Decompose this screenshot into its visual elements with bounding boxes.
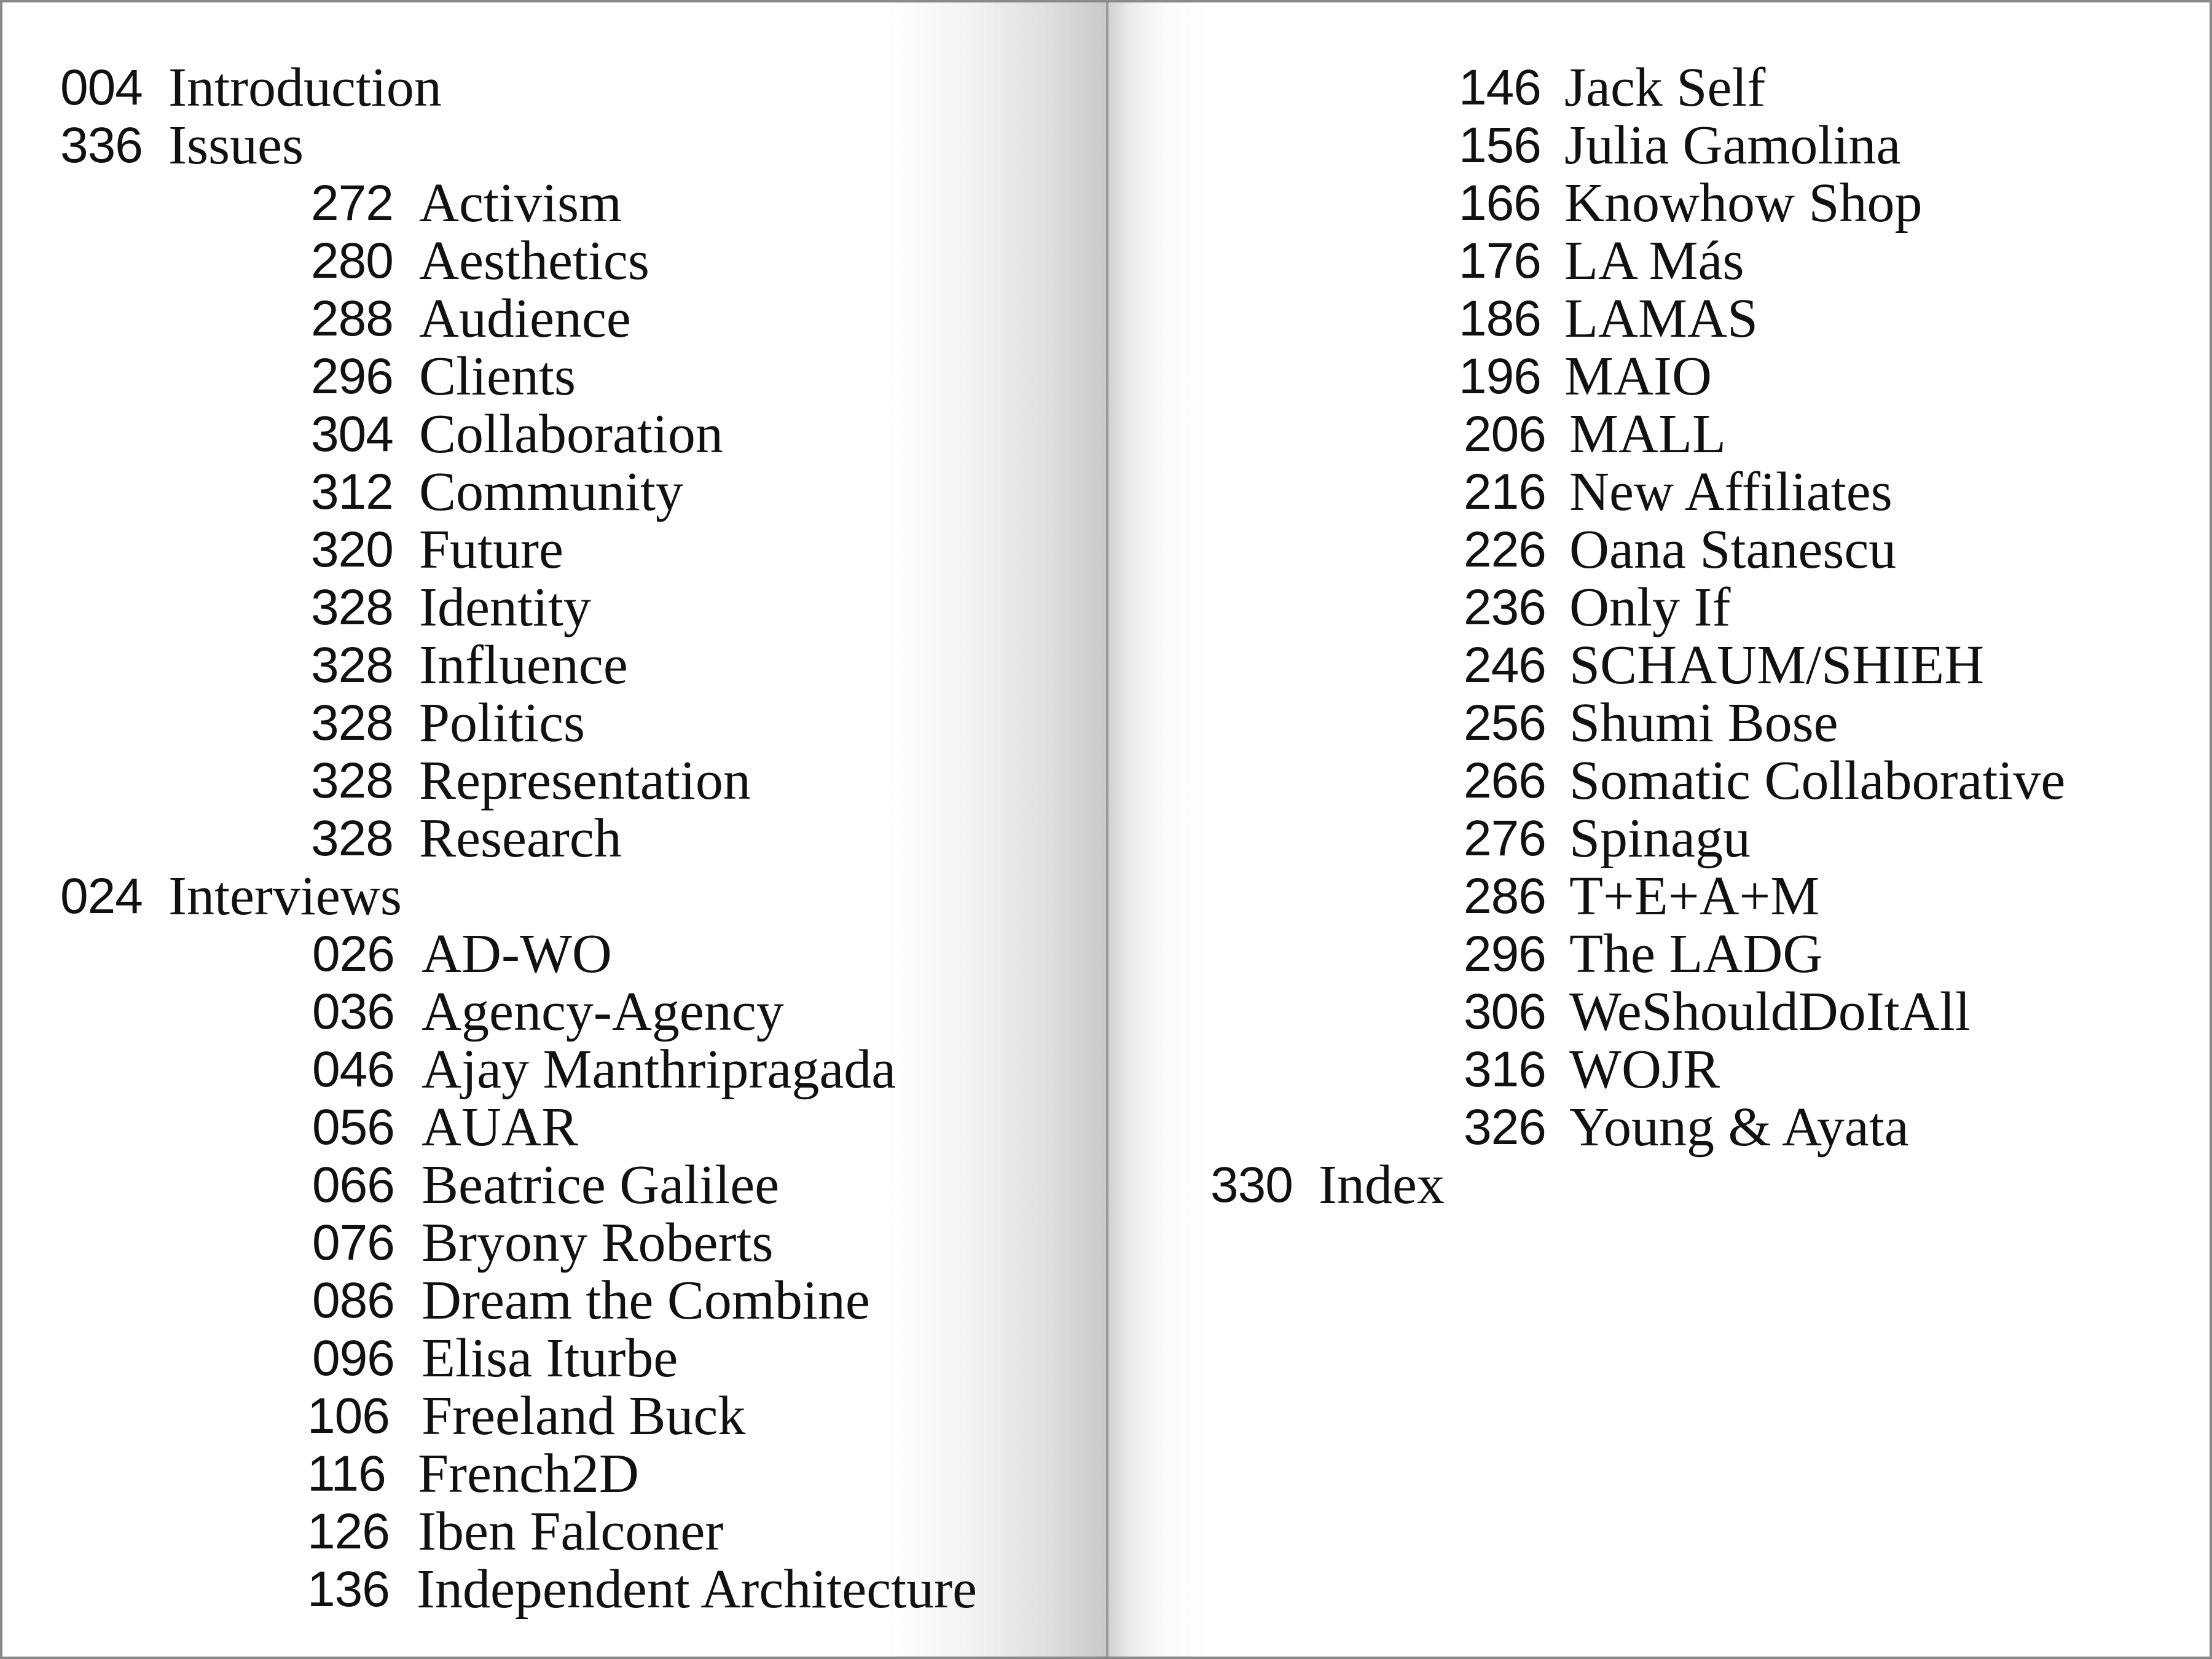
page-number: 328 [311,753,393,809]
entry-title: AD-WO [422,924,612,984]
entry-title: Only If [1569,577,1731,638]
entry-title: Jack Self [1564,57,1766,118]
page-number: 306 [1464,984,1546,1040]
page-number: 328 [311,695,393,751]
page-number: 312 [311,464,393,520]
page-number: 320 [311,522,393,578]
entry-title: WeShouldDoItAll [1569,981,1971,1042]
entry-title: Agency-Agency [422,981,784,1042]
page-number: 166 [1459,175,1541,231]
entry-title: Research [419,808,622,869]
page-number: 206 [1464,406,1546,462]
page-number: 328 [311,637,393,693]
page-number: 266 [1464,753,1546,809]
entry-title: Elisa Iturbe [422,1328,678,1389]
page-number: 246 [1464,637,1546,693]
page-number: 288 [311,291,393,347]
page-number: 326 [1464,1099,1546,1155]
entry-title: WOJR [1569,1039,1720,1100]
entry-title: Dream the Combine [422,1270,870,1331]
entry-title: Activism [419,173,622,233]
page-number: 136 [307,1561,390,1617]
entry-title: Freeland Buck [422,1386,746,1446]
entry-title: Independent Architecture [417,1559,978,1620]
page-number: 116 [307,1446,386,1502]
page-number: 004 [60,60,143,116]
entry-title: The LADG [1569,924,1823,984]
page-number: 066 [312,1157,394,1213]
page-number: 304 [311,406,393,462]
page-number: 272 [311,175,393,231]
entry-title: LAMAS [1564,288,1759,349]
entry-title: Knowhow Shop [1564,173,1923,233]
page-number: 296 [311,348,393,404]
entry-title: Issues [168,115,304,176]
entry-title: Representation [419,750,751,811]
entry-title: LA Más [1564,230,1744,291]
page-number: 280 [311,233,393,289]
page-number: 316 [1464,1041,1546,1097]
entry-title: Future [419,519,563,580]
page-number: 236 [1464,579,1546,635]
entry-title: New Affiliates [1569,461,1892,522]
entry-title: MAIO [1564,346,1712,407]
entry-title: Clients [419,346,576,407]
page-number: 056 [312,1099,394,1155]
entry-title: Somatic Collaborative [1569,750,2066,811]
left-page [2,2,1108,1657]
page-number: 196 [1459,348,1541,404]
page-number: 086 [312,1273,394,1328]
entry-title: Collaboration [419,404,723,465]
entry-title: Politics [419,692,586,753]
page-number: 036 [312,984,394,1040]
page-number: 176 [1459,233,1541,289]
page-number: 146 [1459,60,1541,116]
entry-title: AUAR [422,1097,579,1158]
entry-title: Audience [419,288,631,349]
entry-title: Bryony Roberts [422,1212,774,1273]
entry-title: Introduction [168,57,442,118]
entry-title: Young & Ayata [1569,1097,1909,1158]
page-number: 046 [312,1041,394,1097]
page-number: 106 [307,1388,390,1444]
entry-title: Index [1319,1155,1445,1215]
page-number: 296 [1464,926,1546,982]
entry-title: Oana Stanescu [1569,519,1897,580]
page-number: 328 [311,810,393,866]
entry-title: Iben Falconer [418,1501,724,1562]
entry-title: Shumi Bose [1569,692,1838,753]
page-number: 276 [1464,810,1546,866]
page-number: 156 [1459,117,1541,173]
page-number: 026 [312,926,394,982]
entry-title: Spinagu [1569,808,1751,869]
entry-title: Influence [419,635,628,696]
entry-title: Aesthetics [419,230,649,291]
entry-title: MALL [1569,404,1726,465]
entry-title: French2D [418,1443,639,1504]
entry-title: Identity [419,577,591,638]
page-number: 216 [1464,464,1546,520]
entry-title: Ajay Manthripragada [422,1039,896,1100]
page-number: 286 [1464,868,1546,924]
right-page [1108,2,2212,1657]
page-number: 256 [1464,695,1546,751]
entry-title: Beatrice Galilee [422,1155,780,1215]
entry-title: Interviews [168,866,402,927]
entry-title: Community [419,461,684,522]
page-number: 226 [1464,522,1546,578]
entry-title: SCHAUM/SHIEH [1569,635,1985,696]
page-number: 330 [1210,1157,1293,1213]
page-number: 126 [307,1504,390,1559]
page-number: 328 [311,579,393,635]
page-number: 336 [60,117,143,173]
entry-title: T+E+A+M [1569,866,1820,927]
page-number: 076 [312,1215,394,1271]
page-number: 096 [312,1330,394,1386]
entry-title: Julia Gamolina [1564,115,1901,176]
page-number: 024 [60,868,143,924]
page-number: 186 [1459,291,1541,347]
